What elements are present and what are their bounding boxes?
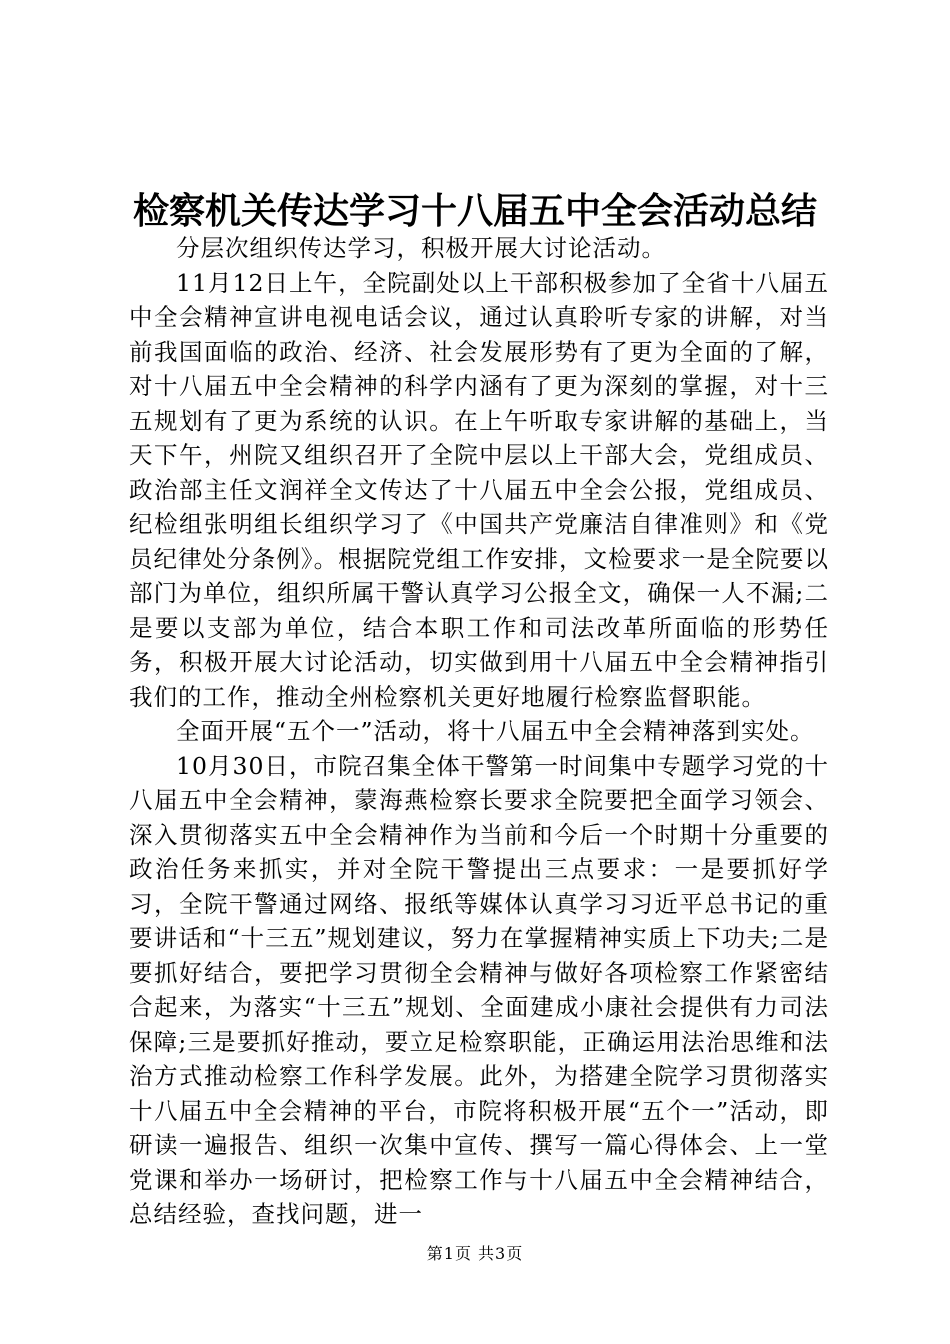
document-body (129, 231, 829, 1232)
page-footer: 第1页 共3页 (426, 1244, 524, 1263)
paragraph-3: 全面开展“五个一”活动，将十八届五中全会精神落到实处。 (176, 717, 815, 745)
paragraph-2: 11月12日上午，全院副处以上干部积极参加了全省十八届五中全会精神宣讲电视电话会议，通过认真聆听专家的讲解，对当前我国面临的政治、经济、社会发展形势有了更为全面的了解，对十八届五中全会精神的科学内涵有了更为深刻的掌握，对十三五规划有了更为系统的认识。在上午听取专家讲解的基础上，当天下午，州院又组织召开了全院中层以上干部大会，党组成员、政治部主任文润祥全文传达了十八届五中全会公报，党组成员、纪检组张明组长组织学习了《中国共产党廉洁自律准则》和《党员纪律处分条例》。根据院党组工作安排，文检要求一是全院要以部门为单位，组织所属干警认真学习公报全文，确保一人不漏;二是要以支部为单位，结合本职工作和司法改革所面临的形势任务，积极开展大讨论活动，切实做到用十八届五中全会精神指引我们的工作，推动全州检察机关更好地履行检察监督职能。 (129, 268, 829, 711)
document-title: 检察机关传达学习十八届五中全会活动总结 (132, 190, 817, 232)
paragraph-1: 分层次组织传达学习，积极开展大讨论活动。 (176, 234, 666, 262)
paragraph-4: 10月30日，市院召集全体干警第一时间集中专题学习党的十八届五中全会精神，蒙海燕检察长要求全院要把全面学习领会、深入贯彻落实五中全会精神作为当前和今后一个时期十分重要的政治任务来抓实，并对全院干警提出三点要求：一是要抓好学习，全院干警通过网络、报纸等媒体认真学习习近平总书记的重要讲话和“十三五”规划建议，努力在掌握精神实质上下功夫;二是要抓好结合，要把学习贯彻全会精神与做好各项检察工作紧密结合起来，为落实“十三五”规划、全面建成小康社会提供有力司法保障;三是要抓好推动，要立足检察职能，正确运用法治思维和法治方式推动检察工作科学发展。此外，为搭建全院学习贯彻落实十八届五中全会精神的平台，市院将积极开展“五个一”活动，即研读一遍报告、组织一次集中宣传、撰写一篇心得体会、上一堂党课和举办一场研讨，把检察工作与十八届五中全会精神结合，总结经验，查找问题，进一 (129, 751, 829, 1228)
